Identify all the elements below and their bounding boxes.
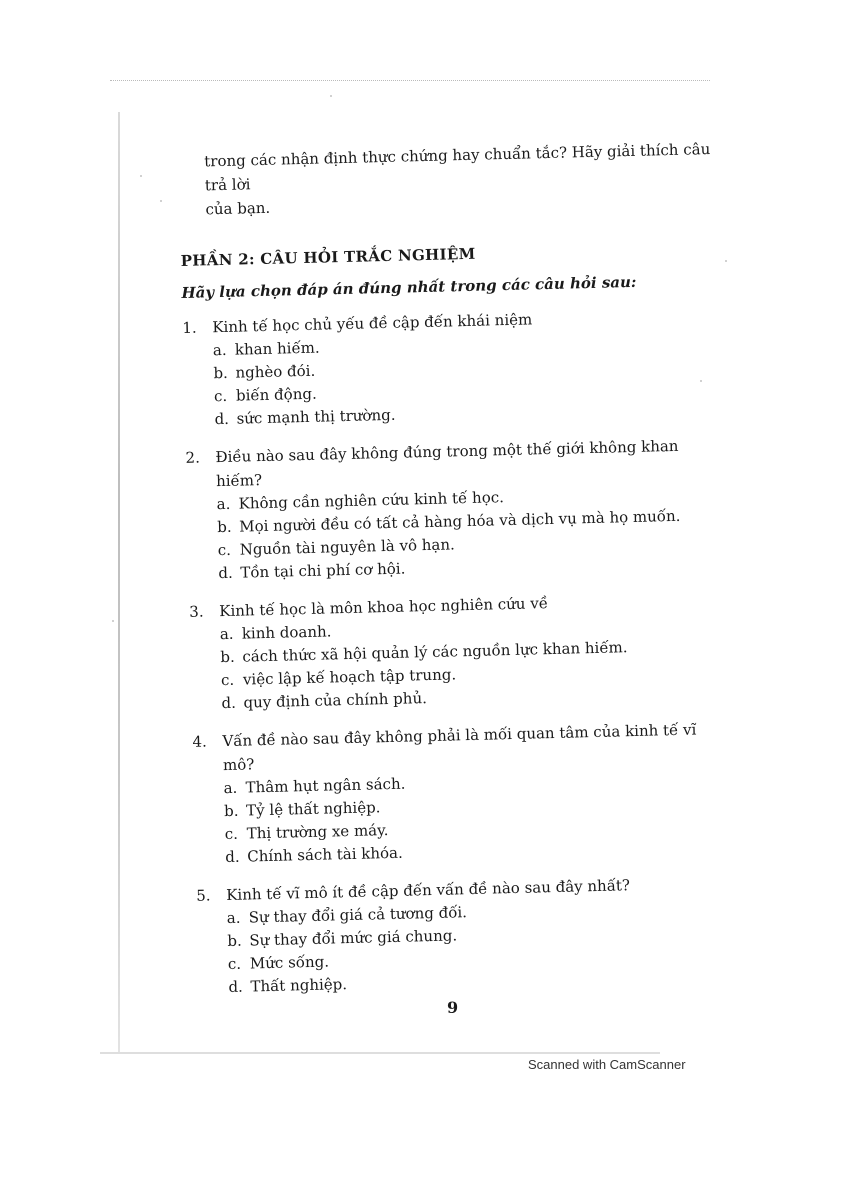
question-text: Kinh tế học là môn khoa học nghiên cứu về xyxy=(219,594,549,621)
options-list xyxy=(213,327,725,431)
option-text: kinh doanh. xyxy=(241,622,332,643)
option-letter: c. xyxy=(220,670,235,690)
scan-speck xyxy=(330,95,332,97)
options-list xyxy=(220,611,732,715)
option-letter: b. xyxy=(220,647,235,667)
question-5 xyxy=(196,871,739,1000)
question-1 xyxy=(182,303,725,432)
option-letter: d. xyxy=(221,693,237,713)
option-text: Nguồn tài nguyên là vô hạn. xyxy=(239,535,455,559)
option-letter: b. xyxy=(227,931,242,951)
question-2 xyxy=(185,433,728,586)
intro-line-1: trong các nhận định thực chứng hay chuẩn tắc? Hãy giải thích câu trả lời xyxy=(204,139,711,195)
question-number: 5. xyxy=(196,886,211,905)
option-text: nghèo đói. xyxy=(235,361,316,382)
option-text: sức mạnh thị trường. xyxy=(236,405,396,428)
option-letter: d. xyxy=(218,563,233,583)
page-edge-bottom xyxy=(100,1052,660,1054)
scan-speck xyxy=(725,260,727,262)
part-title: PHẦN 2: CÂU HỎI TRẮC NGHIỆM xyxy=(180,244,476,270)
option-text: Không cần nghiên cứu kinh tế học. xyxy=(238,488,505,513)
page-number: 9 xyxy=(447,998,459,1017)
option-text: Mọi người đều có tất cả hàng hóa và dịch vụ mà họ muốn. xyxy=(238,506,681,536)
option-letter: c. xyxy=(213,386,228,406)
question-number: 2. xyxy=(185,448,201,467)
option-text: Tồn tại chi phí cơ hội. xyxy=(240,559,406,582)
question-number: 3. xyxy=(189,602,204,621)
option-letter: a. xyxy=(212,340,227,360)
option-letter: a. xyxy=(219,624,234,644)
question-number: 1. xyxy=(182,318,197,337)
option-text: quy định của chính phủ. xyxy=(243,689,428,712)
question-text: Kinh tế vĩ mô ít đề cập đến vấn đề nào sau đây nhất? xyxy=(225,876,631,905)
option-letter: b. xyxy=(223,801,239,821)
question-3 xyxy=(189,587,732,716)
option-letter: b. xyxy=(213,363,229,383)
option-text: việc lập kế hoạch tập trung. xyxy=(242,665,457,689)
option-letter: b. xyxy=(217,517,232,537)
page-edge-top xyxy=(110,80,710,82)
question-number: 4. xyxy=(192,732,207,751)
question-text: Vấn đề nào sau đây không phải là mối quan tâm của kinh tế vĩ mô? xyxy=(222,720,697,775)
option-text: Thâm hụt ngân sách. xyxy=(245,774,406,797)
option-text: Mức sống. xyxy=(249,952,330,973)
option-letter: a. xyxy=(223,778,238,798)
option-text: khan hiếm. xyxy=(234,338,320,359)
scan-speck xyxy=(160,200,162,202)
option-letter: d. xyxy=(228,977,244,997)
option-text: Thất nghiệp. xyxy=(250,975,348,996)
option-letter: c. xyxy=(217,540,232,560)
option-text: cách thức xã hội quản lý các nguồn lực khan hiếm. xyxy=(242,638,628,666)
page-edge-left xyxy=(118,112,120,1052)
page-content xyxy=(178,137,739,1000)
options-list xyxy=(223,765,735,869)
option-text: Chính sách tài khóa. xyxy=(247,843,403,866)
option-text: Sự thay đổi giá cả tương đối. xyxy=(248,903,468,927)
scan-speck xyxy=(112,620,114,622)
options-list xyxy=(216,481,728,585)
option-letter: d. xyxy=(214,409,230,429)
options-list xyxy=(227,895,739,999)
intro-line-2: của bạn. xyxy=(205,198,271,219)
option-letter: d. xyxy=(225,847,240,867)
option-letter: a. xyxy=(226,908,241,928)
instruction: Hãy lựa chọn đáp án đúng nhất trong các câu hỏi sau: xyxy=(181,272,637,302)
option-letter: a. xyxy=(216,494,231,514)
intro-text xyxy=(204,137,720,222)
scanner-watermark: Scanned with CamScanner xyxy=(528,1057,686,1072)
option-text: Tỷ lệ thất nghiệp. xyxy=(245,798,381,820)
option-text: Thị trường xe máy. xyxy=(246,821,389,843)
option-letter: c. xyxy=(224,824,239,844)
option-text: biến động. xyxy=(235,384,317,405)
question-text: Điều nào sau đây không đúng trong một thế giới không khan hiếm? xyxy=(215,436,679,491)
option-letter: c. xyxy=(227,954,242,974)
scan-speck xyxy=(140,175,142,177)
option-text: Sự thay đổi mức giá chung. xyxy=(249,926,458,950)
question-4 xyxy=(192,717,735,870)
question-text: Kinh tế học chủ yếu đề cập đến khái niệm xyxy=(212,310,533,337)
